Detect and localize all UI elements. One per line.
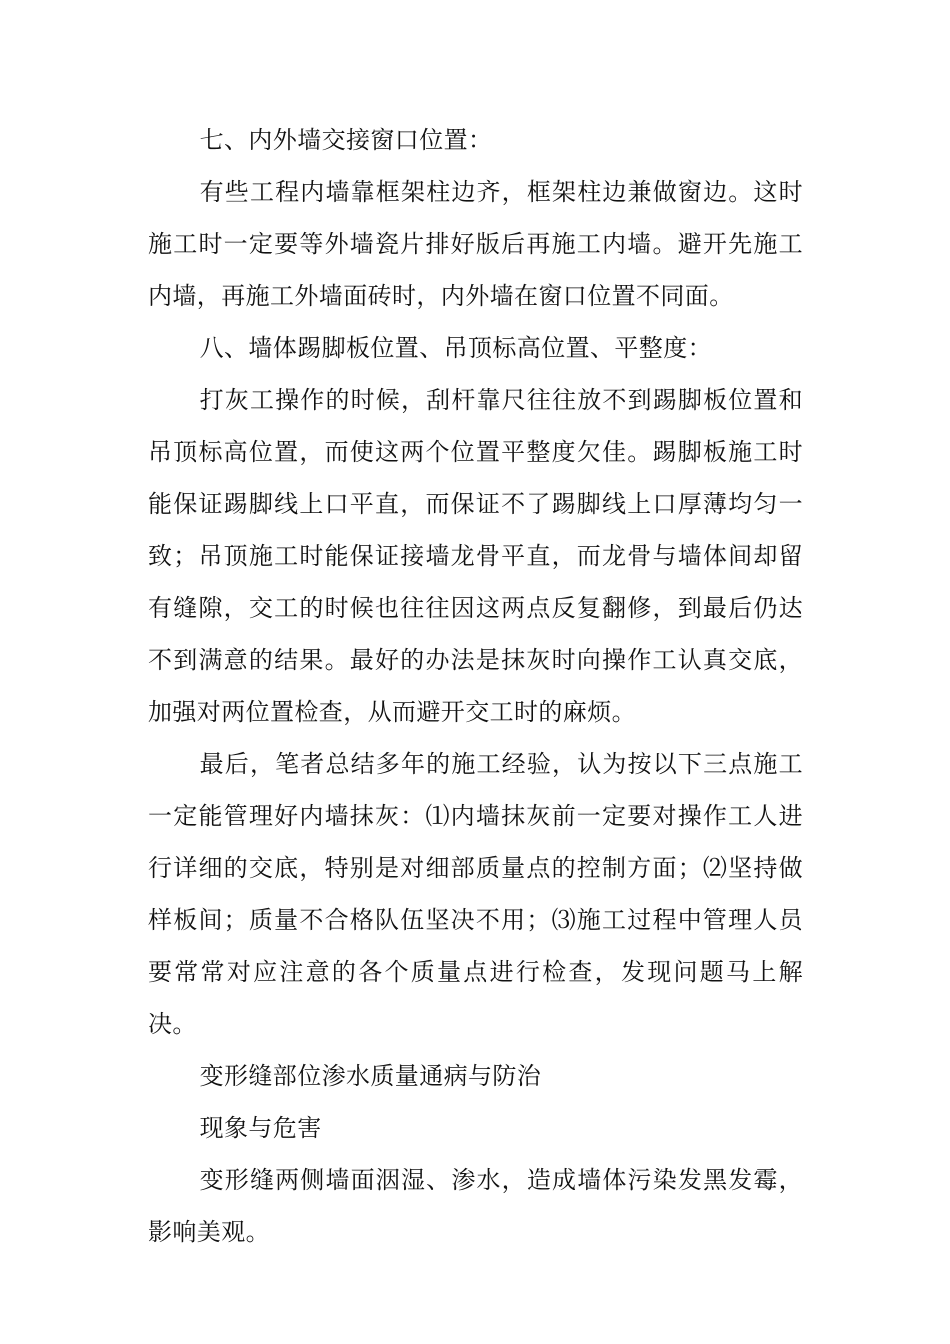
document-body	[148, 114, 803, 1258]
paragraph-conclusion: 最后，笔者总结多年的施工经验，认为按以下三点施工一定能管理好内墙抹灰：⑴内墙抹灰前一定要对操作工人进行详细的交底，特别是对细部质量点的控制方面；⑵坚持做样板间；质量不合格队伍坚决不用；⑶施工过程中管理人员要常常对应注意的各个质量点进行检查，发现问题马上解决。	[148, 750, 803, 1038]
section-heading-window-position: 七、内外墙交接窗口位置：	[199, 126, 493, 154]
subheading-phenomenon-harm: 现象与危害	[199, 1114, 322, 1142]
paragraph-phenomenon: 变形缝两侧墙面洇湿、渗水，造成墙体污染发黑发霉，影响美观。	[148, 1166, 803, 1246]
paragraph-window-position: 有些工程内墙靠框架柱边齐，框架柱边兼做窗边。这时施工时一定要等外墙瓷片排好版后再施工内墙。避开先施工内墙，再施工外墙面砖时，内外墙在窗口位置不同面。	[148, 178, 803, 310]
section-heading-skirting-ceiling: 八、墙体踢脚板位置、吊顶标高位置、平整度：	[199, 334, 712, 362]
paragraph-skirting-ceiling: 打灰工操作的时候，刮杆靠尺往往放不到踢脚板位置和吊顶标高位置，而使这两个位置平整度欠佳。踢脚板施工时能保证踢脚线上口平直，而保证不了踢脚线上口厚薄均匀一致；吊顶施工时能保证接墙龙骨平直，而龙骨与墙体间却留有缝隙，交工的时候也往往因这两点反复翻修，到最后仍达不到满意的结果。最好的办法是抹灰时向操作工认真交底，加强对两位置检查，从而避开交工时的麻烦。	[148, 386, 803, 726]
section-heading-expansion-joint: 变形缝部位渗水质量通病与防治	[199, 1062, 542, 1090]
